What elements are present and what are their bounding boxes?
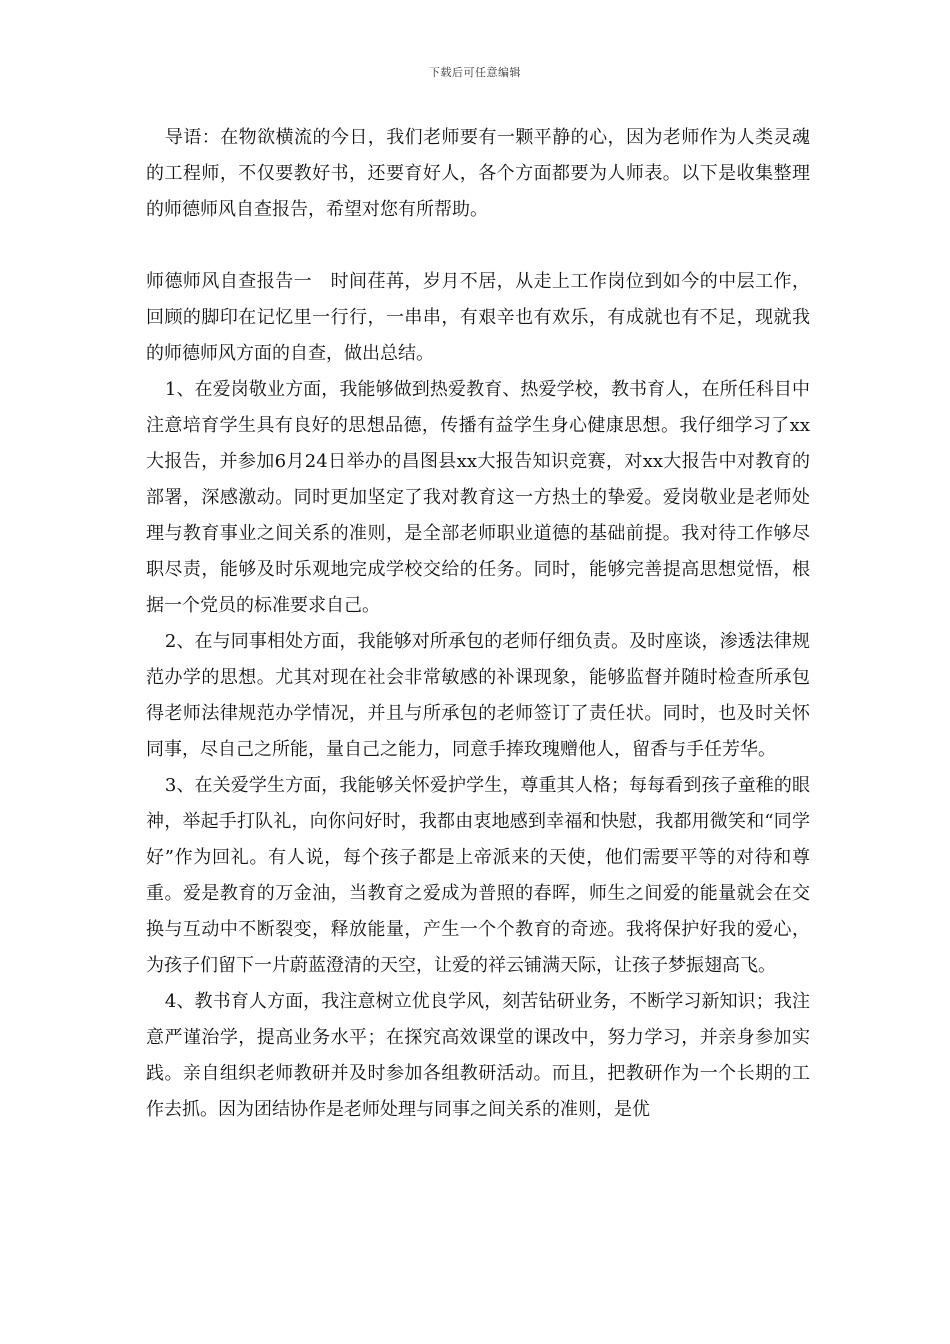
page-header: 下载后可任意编辑	[429, 66, 521, 79]
section-3-paragraph: 3、在关爱学生方面，我能够关怀爱护学生，尊重其人格；每每看到孩子童稚的眼神，举起手打队礼，向你问好时，我都由衷地感到幸福和快慰，我都用微笑和“同学好”作为回礼。有人说，每个孩子都是上帝派来的天使，他们需要平等的对待和尊重。爱是教育的万金油，当教育之爱成为普照的春晖，师生之间爱的能量就会在交换与互动中不断裂变，释放能量，产生一个个教育的奇迹。我将保护好我的爱心，为孩子们留下一片蔚蓝澄清的天空，让爱的祥云铺满天际，让孩子梦振翅高飞。	[146, 775, 810, 976]
report-opening-paragraph: 师德师风自查报告一 时间荏苒，岁月不居，从走上工作岗位到如今的中层工作，回顾的脚印在记忆里一行行，一串串，有艰辛也有欢乐，有成就也有不足，现就我的师德师风方面的自查，做出总结。	[146, 271, 810, 364]
section-2-paragraph: 2、在与同事相处方面，我能够对所承包的老师仔细负责。及时座谈，渗透法律规范办学的思想。尤其对现在社会非常敏感的补课现象，能够监督并随时检查所承包得老师法律规范办学情况，并且与所承包的老师签订了责任状。同时，也及时关怀同事，尽自己之所能，量自己之能力，同意手捧玫瑰赠他人，留香与手任芳华。	[146, 631, 810, 760]
intro-paragraph: 导语：在物欲横流的今日，我们老师要有一颗平静的心，因为老师作为人类灵魂的工程师，不仅要教好书，还要育好人，各个方面都要为人师表。以下是收集整理的师德师风自查报告，希望对您有所帮助。	[146, 127, 810, 220]
section-1-paragraph: 1、在爱岗敬业方面，我能够做到热爱教育、热爱学校，教书育人，在所任科目中注意培育学生具有良好的思想品德，传播有益学生身心健康思想。我仔细学习了xx大报告，并参加6月24日举办的昌图县xx大报告知识竞赛，对xx大报告中对教育的部署，深感激动。同时更加坚定了我对教育这一方热土的挚爱。爱岗敬业是老师处理与教育事业之间关系的准则，是全部老师职业道德的基础前提。我对待工作够尽职尽责，能够及时乐观地完成学校交给的任务。同时，能够完善提高思想觉悟，根据一个党员的标准要求自己。	[146, 379, 810, 616]
document-body	[146, 120, 810, 1128]
section-4-paragraph: 4、教书育人方面，我注意树立优良学风，刻苦钻研业务，不断学习新知识；我注意严谨治学，提高业务水平；在探究高效课堂的课改中，努力学习，并亲身参加实践。亲自组织老师教研并及时参加各组教研活动。而且，把教研作为一个长期的工作去抓。因为团结协作是老师处理与同事之间关系的准则，是优	[146, 991, 810, 1120]
